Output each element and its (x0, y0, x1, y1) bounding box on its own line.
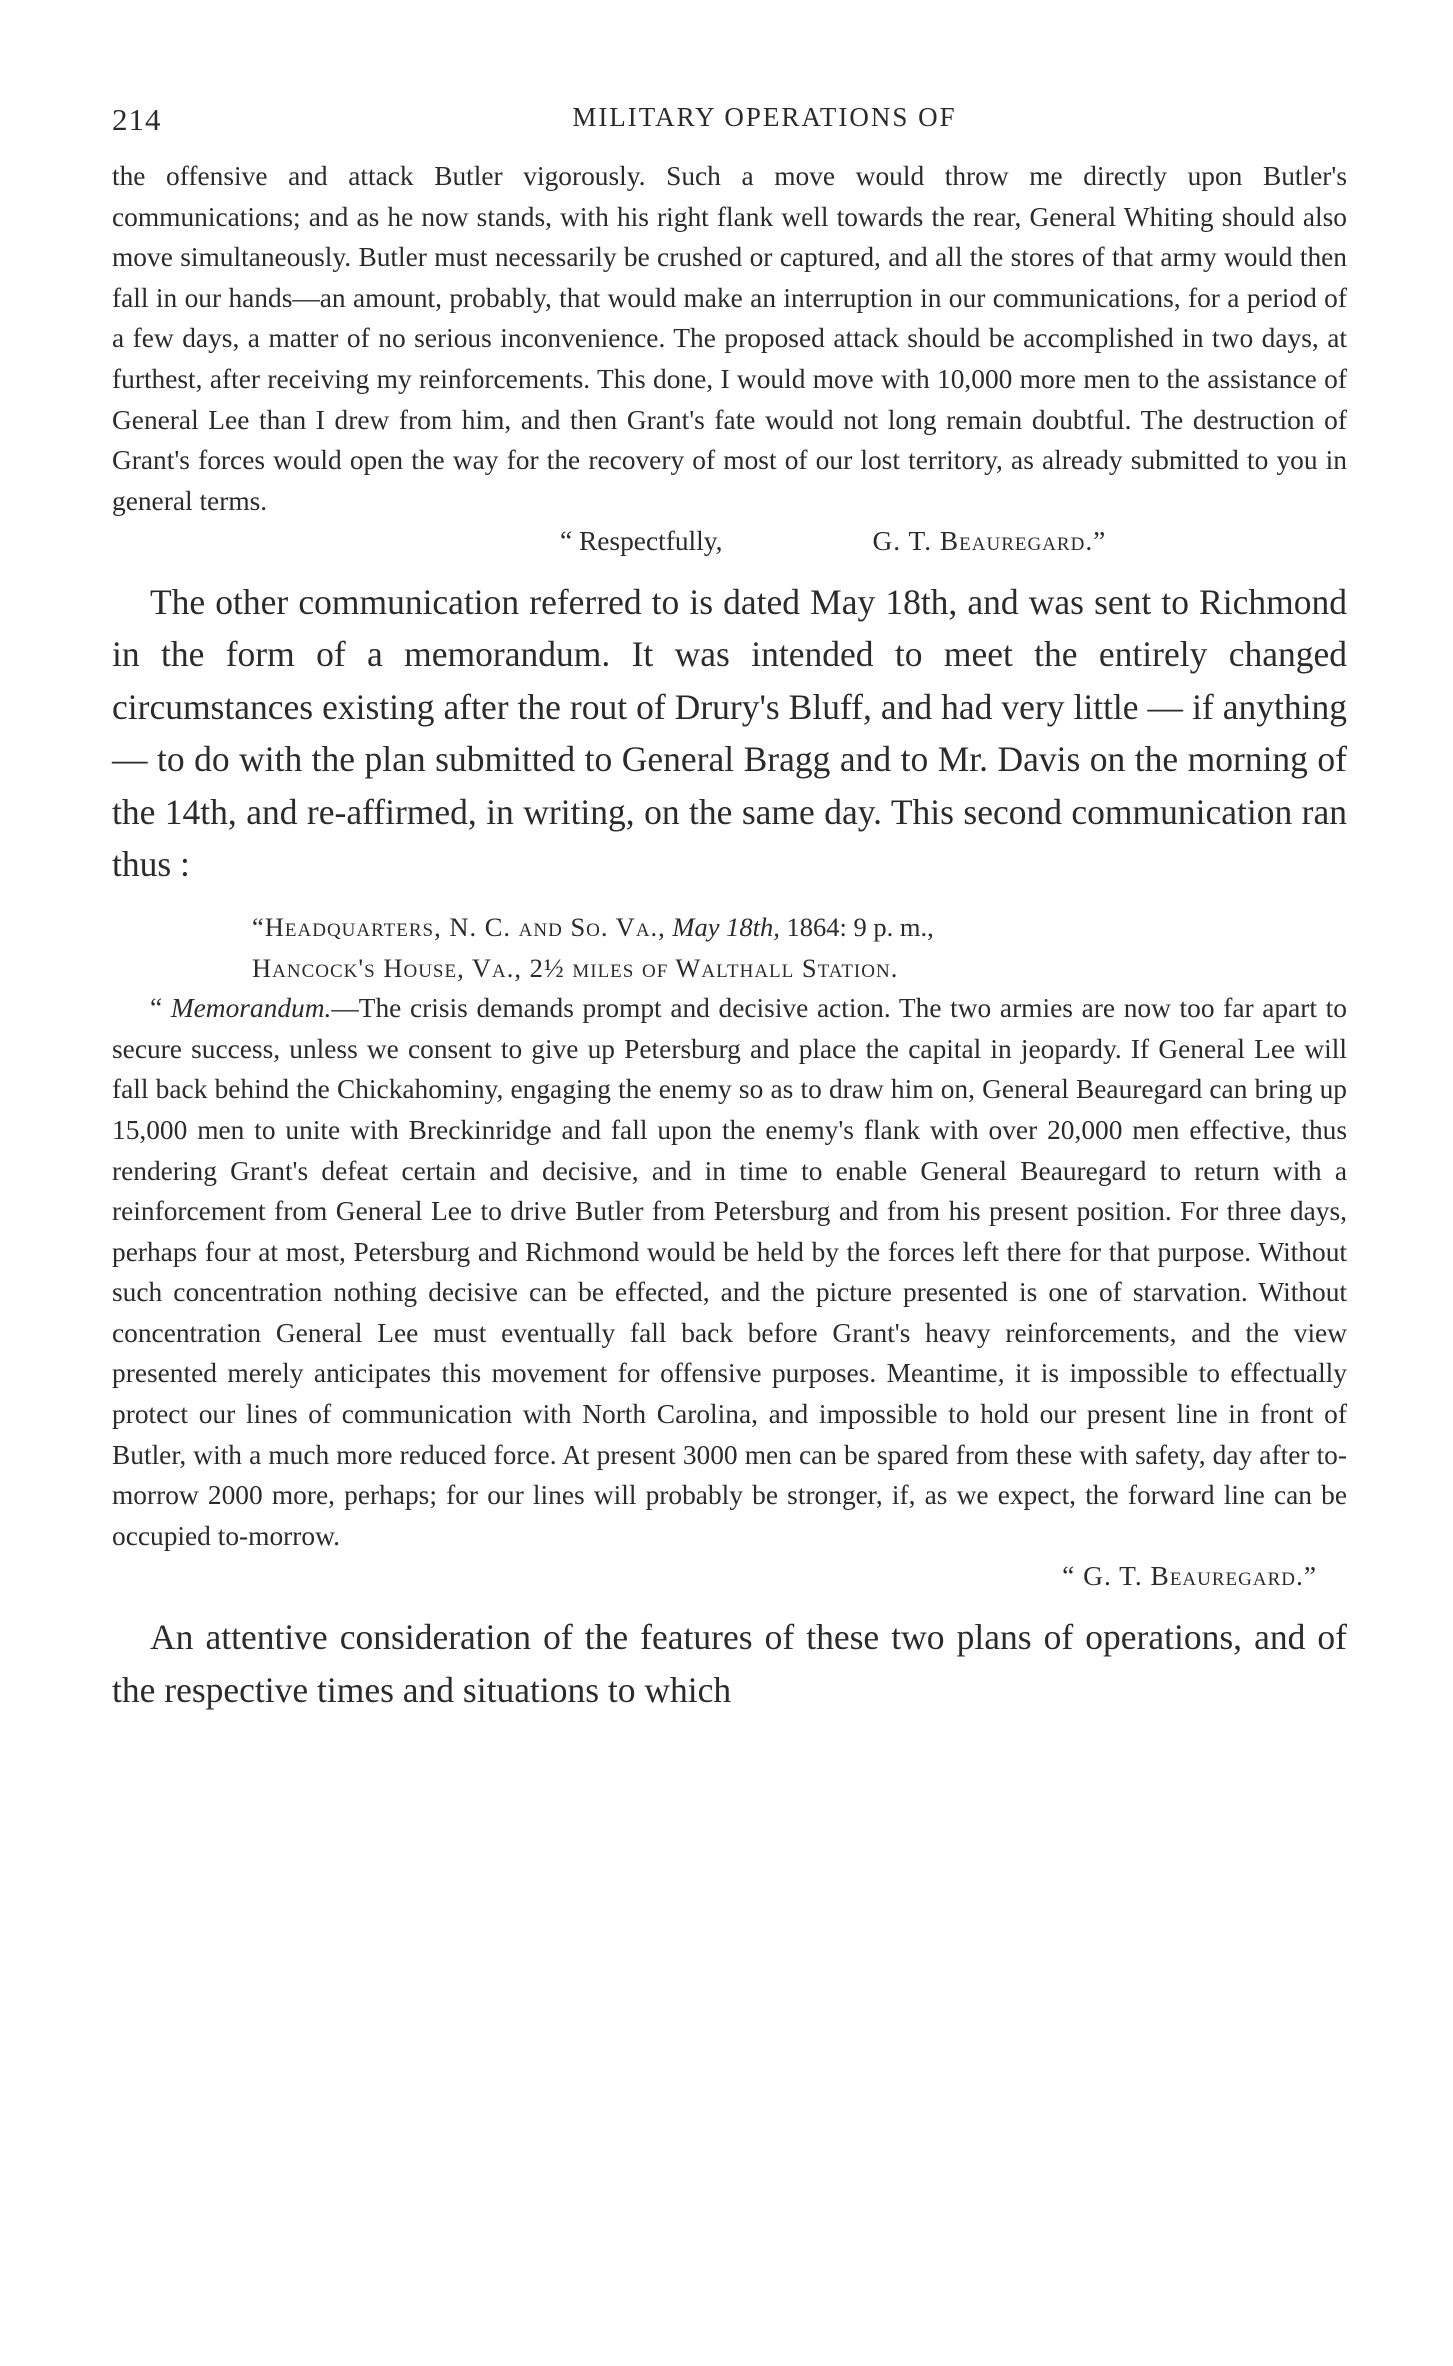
running-title: MILITARY OPERATIONS OF (572, 102, 957, 132)
memorandum (112, 907, 1347, 1597)
memorandum-heading-line-1: “Headquarters, N. C. and So. Va., May 18th, 1864: 9 p. m., (252, 911, 934, 942)
memorandum-label: Memorandum. (170, 993, 332, 1024)
page-number: 214 (112, 102, 162, 137)
main-paragraph-1: The other communication referred to is dated May 18th, and was sent to Richmond in the form of a memorandum. It was intended to meet the entirely changed circumstances existing after the rout of Drury's Bluff, and had very little — if anything — to do with the plan submitted to General Bragg and to Mr. Davis on the morning of the 14th, and re-affirmed, in writing, on the same day. This second communication ran thus : (112, 581, 1347, 885)
memorandum-heading-line-2: Hancock's House, Va., 2½ miles of Walthall Station. (252, 952, 899, 983)
letter-closing: “ Respectfully, (560, 526, 723, 557)
page-header (112, 92, 1347, 142)
letter-excerpt (112, 156, 1347, 562)
letter-signature: G. T. Beauregard.” (872, 526, 1107, 557)
letter-body: the offensive and attack Butler vigorously. Such a move would throw me directly upon Butler's communications; and as he now stands, with his right flank well towards the rear, General Whiting should also move simultaneously. Butler must necessarily be crushed or captured, and all the stores of that army would then fall in our hands—an amount, probably, that would make an interruption in our communications, for a period of a few days, a matter of no serious inconvenience. The proposed attack should be accomplished in two days, at furthest, after receiving my reinforcements. This done, I would move with 10,000 more men to the assistance of General Lee than I drew from him, and then Grant's fate would not long remain doubtful. The destruction of Grant's forces would open the way for the recovery of most of our lost territory, as already submitted to you in general terms. (112, 161, 1347, 516)
memorandum-body: “ Memorandum.—The crisis demands prompt and decisive action. The two armies are now too far apart to secure success, unless we consent to give up Petersburg and place the capital in jeopardy. If General Lee will fall back behind the Chickahominy, engaging the enemy so as to draw him on, General Beauregard can bring up 15,000 men to unite with Breckinridge and fall upon the enemy's flank with over 20,000 men effective, thus rendering Grant's defeat certain and decisive, and in time to enable General Beauregard to return with a reinforcement from General Lee to drive Butler from Petersburg and from his present position. For three days, perhaps four at most, Petersburg and Richmond would be held by the forces left there for that purpose. Without such concentration nothing decisive can be effected, and the picture presented is one of starvation. Without concentration General Lee must eventually fall back before Grant's heavy reinforcements, and the view presented merely anticipates this movement for offensive purposes. Meantime, it is impossible to effectually protect our lines of communication with North Carolina, and impossible to hold our present line in front of Butler, with a much more reduced force. At present 3000 men can be spared from these with safety, day after to-morrow 2000 more, perhaps; for our lines will probably be stronger, if, as we expect, the forward line can be occupied to-morrow. (112, 993, 1347, 1551)
memorandum-text: —The crisis demands prompt and decisive action. The two armies are now too far apart to secure success, unless we consent to give up Petersburg and place the capital in jeopardy. If General Lee will fall back behind the Chickahominy, engaging the enemy so as to draw him on, General Beauregard can bring up 15,000 men to unite with Breckinridge and fall upon the enemy's flank with over 20,000 men effective, thus rendering Grant's defeat certain and decisive, and in time to enable General Beauregard to return with a reinforcement from General Lee to drive Butler from Petersburg and from his present position. For three days, perhaps four at most, Petersburg and Richmond would be held by the forces left there for that purpose. Without such concentration nothing decisive can be effected, and the picture presented is one of starvation. Without concentration General Lee must eventually fall back before Grant's heavy reinforcements, and the view presented merely anticipates this movement for offensive purposes. Meantime, it is impossible to effectually protect our lines of communication with North Carolina, and impossible to hold our present line in front of Butler, with a much more reduced force. At present 3000 men can be spared from these with safety, day after to-morrow 2000 more, perhaps; for our lines will probably be stronger, if, as we expect, the forward line can be occupied to-morrow. (112, 993, 1347, 1551)
memorandum-heading (112, 907, 1347, 988)
book-page (112, 92, 1347, 1716)
main-paragraph-2: An attentive consideration of the features of these two plans of operations, and of the respective times and situations to which (112, 1617, 1347, 1710)
memorandum-signature: “ G. T. Beauregard.” (1062, 1561, 1317, 1592)
letter-signoff (112, 521, 1347, 562)
